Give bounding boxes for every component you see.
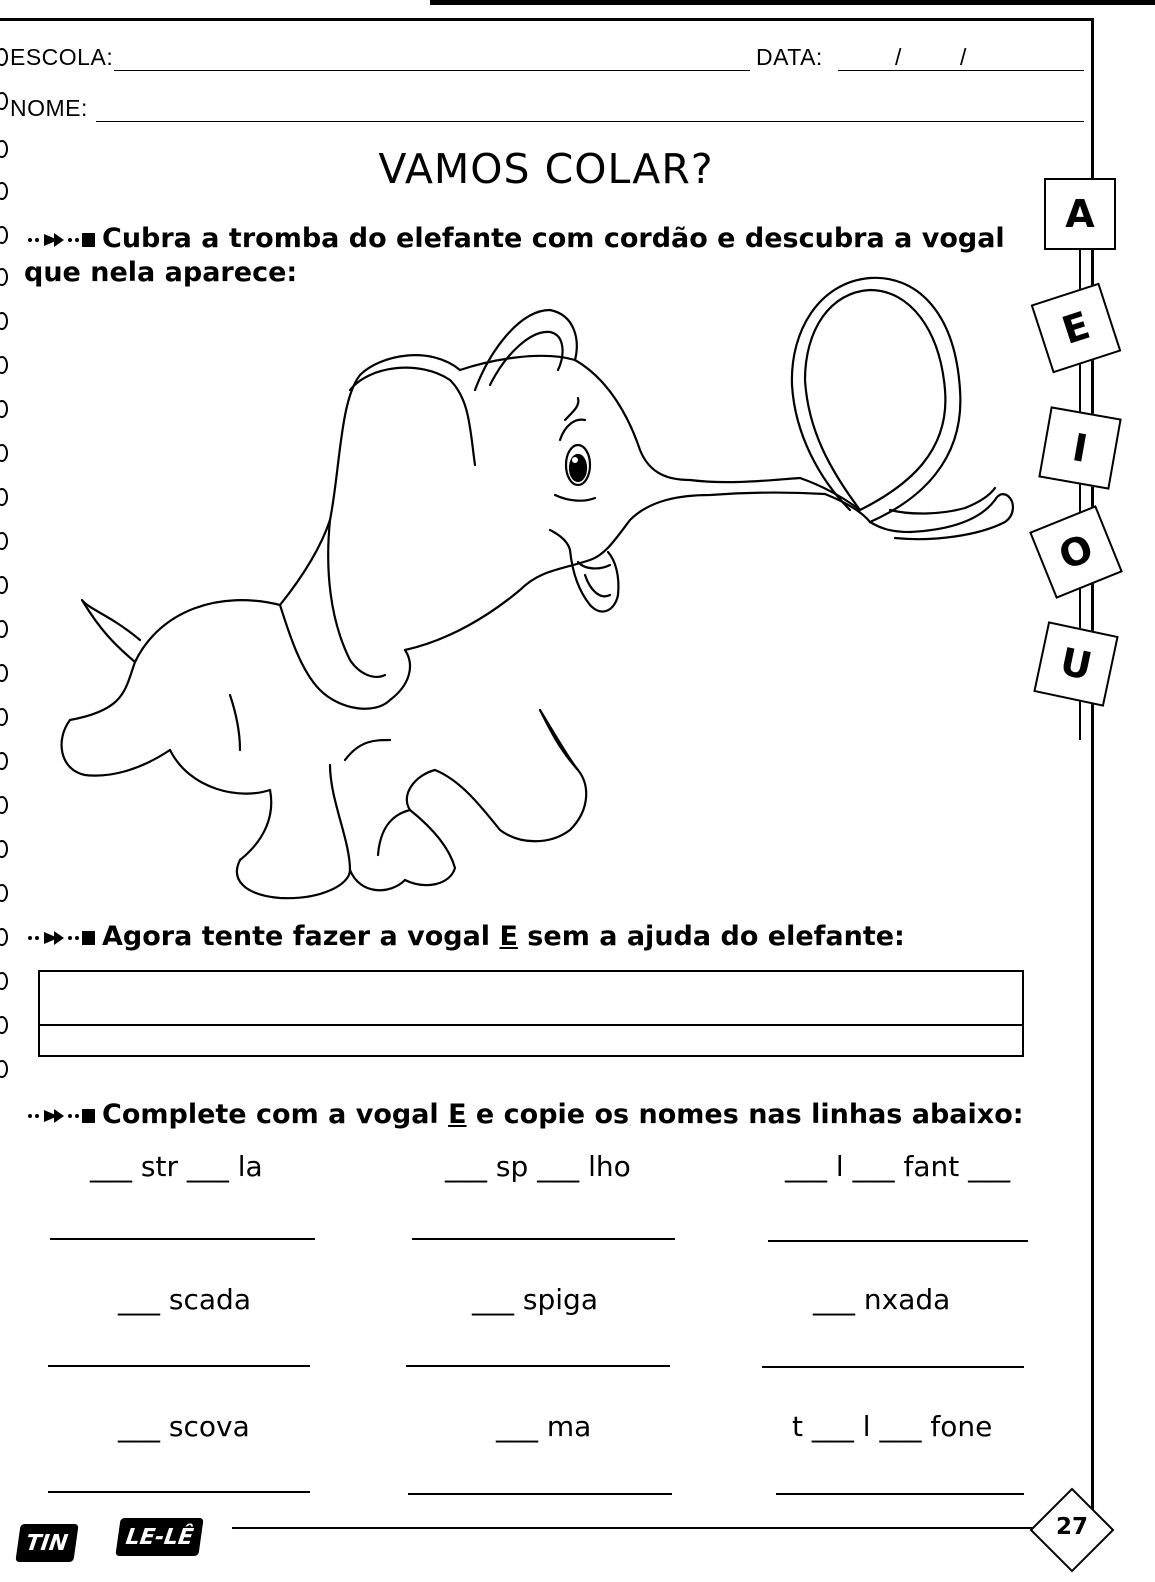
word-escova: ___ scova	[118, 1410, 250, 1443]
footer-line	[232, 1527, 1042, 1529]
copy-line[interactable]	[762, 1366, 1024, 1368]
instruction-3	[24, 1098, 1024, 1132]
scissors-bullet-icon	[24, 229, 96, 251]
escola-label: ESCOLA:	[10, 44, 114, 70]
top-border	[430, 0, 1155, 5]
page-number: 27	[1055, 1514, 1088, 1540]
word-espelho: ___ sp ___ lho	[445, 1150, 631, 1183]
word-estrela: ___ str ___ la	[90, 1150, 263, 1183]
copy-line[interactable]	[50, 1238, 315, 1240]
escola-field[interactable]	[114, 70, 750, 71]
date-sep-1: /	[895, 44, 902, 70]
instruction-1-text: Cubra a tromba do elefante com cordão e descubra a vogal	[102, 223, 1005, 254]
word-elefante: ___ l ___ fant ___	[785, 1150, 1011, 1183]
page-title: VAMOS COLAR?	[378, 145, 714, 193]
copy-line[interactable]	[776, 1493, 1024, 1495]
scissors-bullet-icon	[24, 927, 96, 949]
nome-field[interactable]	[96, 121, 1084, 122]
logo-tin: TIN	[15, 1524, 78, 1562]
logo-lele: LE-LÊ	[115, 1518, 204, 1556]
instruction-2	[24, 920, 1014, 954]
instruction-3-pre: Complete com a vogal	[102, 1099, 449, 1130]
word-enxada: ___ nxada	[813, 1283, 951, 1316]
date-sep-2: /	[960, 44, 967, 70]
copy-line[interactable]	[412, 1238, 675, 1240]
word-telefone: t ___ l ___ fone	[792, 1410, 993, 1443]
vowel-u: U	[1033, 621, 1118, 706]
frame-top	[0, 18, 1092, 21]
instruction-2-post: sem a ajuda do elefante:	[517, 921, 905, 952]
nome-label: NOME:	[10, 95, 88, 121]
vowel-e: E	[1031, 283, 1122, 374]
data-label: DATA:	[756, 44, 823, 70]
word-espiga: ___ spiga	[472, 1283, 598, 1316]
copy-line[interactable]	[768, 1240, 1028, 1242]
copy-line[interactable]	[408, 1493, 672, 1495]
writing-box[interactable]	[38, 970, 1024, 1057]
word-ema: ___ ma	[496, 1410, 592, 1443]
vowel-i: I	[1038, 406, 1121, 489]
instruction-3-vowel: E	[448, 1099, 467, 1130]
word-escada: ___ scada	[118, 1283, 251, 1316]
instruction-2-pre: Agora tente fazer a vogal	[102, 921, 500, 952]
vowel-a: A	[1044, 178, 1116, 250]
instruction-2-vowel: E	[499, 921, 518, 952]
scissors-bullet-icon	[24, 1105, 96, 1127]
instruction-3-post: e copie os nomes nas linhas abaixo:	[466, 1099, 1024, 1130]
copy-line[interactable]	[406, 1365, 670, 1367]
copy-line[interactable]	[48, 1491, 310, 1493]
elephant-illustration	[30, 270, 1020, 910]
instruction-1-cont: que nela aparece:	[24, 257, 298, 288]
copy-line[interactable]	[48, 1365, 310, 1367]
vowel-o: O	[1029, 505, 1123, 599]
